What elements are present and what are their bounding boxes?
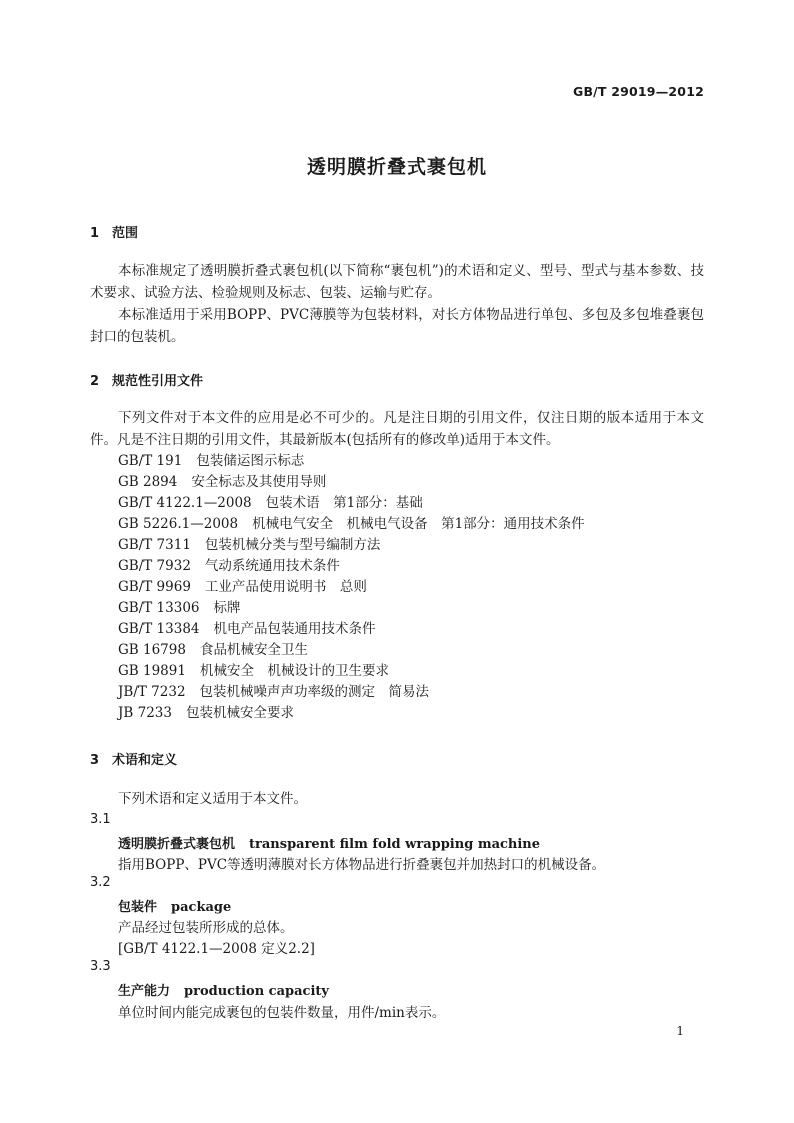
section-title: 范围 <box>112 226 139 241</box>
reference-code: GB/T 7932 <box>118 558 191 574</box>
reference-title: 包装机械安全要求 <box>185 705 294 721</box>
reference-title: 包装机械噪声声功率级的测定 简易法 <box>199 684 430 700</box>
reference-item <box>118 493 423 514</box>
reference-title: 安全标志及其使用导则 <box>191 474 327 490</box>
term-en: transparent film fold wrapping machine <box>249 837 541 852</box>
section-1-heading <box>90 222 138 241</box>
term-en: package <box>171 900 232 915</box>
section-title: 规范性引用文件 <box>112 374 204 389</box>
term-source: [GB/T 4122.1—2008 定义2.2] <box>118 941 315 957</box>
section-number: 2 <box>90 374 100 389</box>
standard-code: GB/T 29019—2012 <box>572 84 704 99</box>
reference-title: 包装储运图示标志 <box>196 453 305 469</box>
section-number: 3 <box>90 753 100 768</box>
references-intro: 下列文件对于本文件的应用是必不可少的。凡是注日期的引用文件，仅注日期的版本适用于本文件。凡是不注日期的引用文件，其最新版本(包括所有的修改单)适用于本文件。 <box>90 410 704 448</box>
reference-item <box>118 682 429 703</box>
scope-paragraph-1: 本标准规定了透明膜折叠式裹包机(以下简称“裹包机”)的术语和定义、型号、型式与基本参数、技术要求、试验方法、检验规则及标志、包装、运输与贮存。 <box>90 263 704 301</box>
reference-item <box>118 577 367 598</box>
section-number: 1 <box>90 226 100 241</box>
reference-item <box>118 661 389 682</box>
term-entry <box>118 980 329 999</box>
reference-title: 气动系统通用技术条件 <box>204 558 340 574</box>
term-zh: 生产能力 <box>118 984 171 999</box>
reference-code: GB 19891 <box>118 663 186 679</box>
clause-number: 3.3 <box>90 959 111 974</box>
term-zh: 包装件 <box>118 900 158 915</box>
document-title: 透明膜折叠式裹包机 <box>306 156 487 178</box>
reference-item <box>118 703 294 724</box>
term-definition: 产品经过包装所形成的总体。 <box>118 920 294 936</box>
reference-item <box>118 598 241 619</box>
reference-code: JB/T 7232 <box>118 684 186 700</box>
reference-title: 机械安全 机械设计的卫生要求 <box>199 663 389 679</box>
reference-code: GB/T 191 <box>118 453 183 469</box>
terms-intro: 下列术语和定义适用于本文件。 <box>118 791 307 807</box>
reference-code: GB/T 7311 <box>118 537 191 553</box>
term-entry <box>118 833 540 852</box>
reference-item <box>118 514 585 535</box>
reference-item <box>118 451 304 472</box>
reference-title: 食品机械安全卫生 <box>199 642 308 658</box>
reference-title: 标牌 <box>213 600 241 616</box>
section-2-heading <box>90 370 203 389</box>
reference-title: 包装术语 第1部分：基础 <box>265 495 423 511</box>
term-en: production capacity <box>184 984 329 999</box>
term-definition: 指用BOPP、PVC等透明薄膜对长方体物品进行折叠裹包并加热封口的机械设备。 <box>118 857 606 873</box>
reference-code: JB 7233 <box>118 705 172 721</box>
term-zh: 透明膜折叠式裹包机 <box>118 837 236 852</box>
reference-item <box>118 472 326 493</box>
clause-number: 3.2 <box>90 875 111 890</box>
reference-title: 机电产品包装通用技术条件 <box>213 621 376 637</box>
reference-code: GB/T 9969 <box>118 579 191 595</box>
reference-item <box>118 535 380 556</box>
term-entry <box>118 896 231 915</box>
section-3-heading <box>90 749 177 768</box>
scope-paragraph-2: 本标准适用于采用BOPP、PVC薄膜等为包装材料，对长方体物品进行单包、多包及多包堆叠裹包封口的包装机。 <box>90 307 704 345</box>
clause-number: 3.1 <box>90 812 111 827</box>
reference-code: GB/T 13306 <box>118 600 200 616</box>
reference-title: 机械电气安全 机械电气设备 第1部分：通用技术条件 <box>252 516 585 532</box>
reference-item <box>118 640 308 661</box>
section-title: 术语和定义 <box>112 753 178 768</box>
reference-code: GB/T 13384 <box>118 621 200 637</box>
page-number: 1 <box>676 1024 684 1038</box>
reference-title: 工业产品使用说明书 总则 <box>204 579 367 595</box>
reference-code: GB 5226.1—2008 <box>118 516 239 532</box>
reference-code: GB/T 4122.1—2008 <box>118 495 252 511</box>
reference-item <box>118 619 376 640</box>
reference-code: GB 16798 <box>118 642 186 658</box>
reference-title: 包装机械分类与型号编制方法 <box>204 537 381 553</box>
reference-code: GB 2894 <box>118 474 178 490</box>
term-definition: 单位时间内能完成裹包的包装件数量，用件/min表示。 <box>118 1005 446 1021</box>
reference-item <box>118 556 340 577</box>
